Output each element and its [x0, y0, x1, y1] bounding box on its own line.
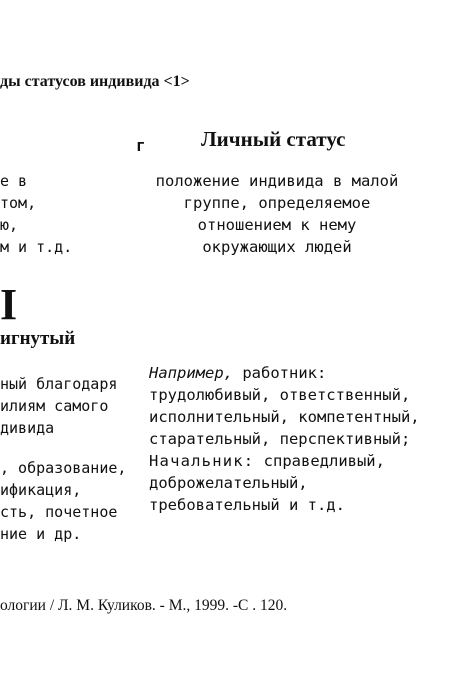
- left-definition-line: е в: [0, 172, 28, 190]
- boss-line: доброжелательный,: [149, 474, 308, 492]
- section-heading: ды статусов индивида <1>: [0, 73, 190, 90]
- example-line: , образование,: [0, 459, 127, 477]
- example-line: ификация,: [0, 481, 82, 499]
- definition-line: группе, определяемое: [183, 194, 371, 212]
- personal-status-definition: [152, 170, 402, 258]
- boss-line: [149, 450, 420, 472]
- column-marker: г: [136, 136, 146, 155]
- definition-line: окружающих людей: [202, 238, 352, 256]
- left-definition-line: ю,: [0, 216, 19, 234]
- examples-intro-line: [149, 362, 420, 384]
- definition-line: отношением к нему: [197, 216, 357, 234]
- boss-line: требовательный и т.д.: [149, 496, 345, 514]
- left-definition: [0, 170, 72, 258]
- worker-line: старательный, перспективный;: [149, 430, 411, 448]
- personal-status-title: Личный статус: [201, 127, 346, 151]
- description-line: дивида: [0, 419, 55, 437]
- description-line: ный благодаря: [0, 375, 118, 393]
- example-line: сть, почетное: [0, 503, 118, 521]
- achieved-status-title: игнутый: [0, 328, 76, 349]
- boss-label: Начальник:: [149, 452, 255, 470]
- examples-intro-rest: работник:: [233, 364, 327, 382]
- worker-line: исполнительный, компетентный,: [149, 408, 420, 426]
- personal-status-examples: [149, 362, 420, 516]
- achieved-description: [0, 373, 117, 439]
- achieved-examples: [0, 457, 126, 545]
- worker-line: трудолюбивый, ответственный,: [149, 386, 411, 404]
- left-definition-line: м и т.д.: [0, 238, 73, 256]
- boss-rest: справедливый,: [254, 452, 385, 470]
- footnote-citation: ологии / Л. М. Куликов. - М., 1999. -С . 120.: [0, 597, 288, 614]
- section-mark: I: [0, 280, 18, 329]
- description-line: илиям самого: [0, 397, 109, 415]
- examples-intro-italic: Например,: [149, 364, 233, 382]
- definition-line: положение индивида в малой: [155, 172, 399, 190]
- example-line: ние и др.: [0, 525, 82, 543]
- left-definition-line: том,: [0, 194, 37, 212]
